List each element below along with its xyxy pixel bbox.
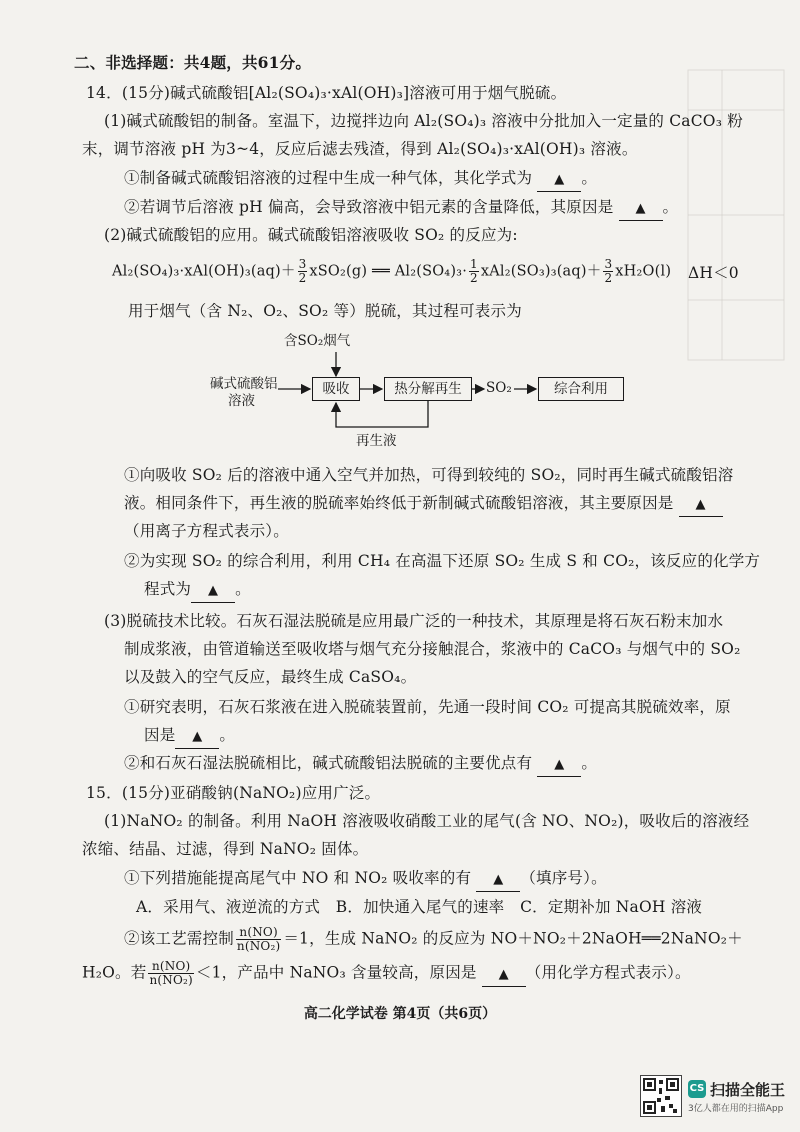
answer-blank[interactable]: ▲ — [537, 752, 581, 777]
answer-blank[interactable]: ▲ — [537, 167, 581, 192]
answer-blank[interactable]: ▲ — [191, 578, 235, 603]
q14-p3-q2: ②和石灰石湿法脱硫相比，碱式硫酸铝法脱硫的主要优点有 ▲ 。 — [124, 752, 597, 777]
q14-p2-q1-line2: 液。相同条件下，再生液的脱硫率始终低于新制碱式硫酸铝溶液，其主要原因是 ▲ — [124, 492, 723, 517]
scanner-tagline: 3亿人都在用的扫描App — [688, 1104, 784, 1114]
flow-left-label-2: 溶液 — [228, 393, 255, 409]
flow-box-absorb: 吸收 — [312, 377, 360, 401]
q14-equation: Al₂(SO₄)₃·xAl(OH)₃(aq)＋ $\frac{3}{2}$ xSO₂(g) ══ Al₂(SO₄)₃· $\frac{1}{2}$ xAl₂(SO₃)₃(aq)＋ $\frac{3}{2}$ xH₂O(l) — [112, 257, 672, 285]
qr-code-icon — [640, 1075, 682, 1117]
q15-options: A．采用气、液逆流的方式 B．加快通入尾气的速率 C．定期补加 NaOH 溶液 — [136, 898, 703, 916]
section-title: 二、非选择题：共4题，共61分。 — [74, 53, 312, 72]
q14-p3-q1-line2: 因是 ▲ 。 — [144, 724, 235, 749]
q14-p2-q1-line3: （用离子方程式表示）。 — [124, 522, 289, 540]
q15-q1: ①下列措施能提高尾气中 NO 和 NO₂ 吸收率的有 ▲ （填序号）。 — [124, 867, 607, 892]
q14-stem: 14．(15分)碱式硫酸铝[Al₂(SO₄)₃·xAl(OH)₃]溶液可用于烟气脱硫。 — [86, 84, 567, 102]
q14-p3-line3: 以及鼓入的空气反应，最终生成 CaSO₄。 — [124, 668, 417, 686]
flow-box-regenerate: 热分解再生 — [384, 377, 472, 401]
flow-left-label-1: 碱式硫酸铝 — [210, 376, 278, 392]
q14-p2-line1: (2)碱式硫酸铝的应用。碱式硫酸铝溶液吸收 SO₂ 的反应为: — [104, 226, 518, 244]
q14-p3-line1: (3)脱硫技术比较。石灰石湿法脱硫是应用最广泛的一种技术，其原理是将石灰石粉末加水 — [104, 612, 724, 630]
camscanner-logo: CS — [688, 1080, 706, 1098]
q15-q2-line2: H₂O。若 $\frac{n(NO)}{\text{n(NO₂)}}$ ＜1，产品中 NaNO₃ 含量较高，原因是 ▲ （用化学方程式表示）。 — [82, 959, 691, 987]
q14-p3-q1-line1: ①研究表明，石灰石浆液在进入脱硫装置前，先通一段时间 CO₂ 可提高其脱硫效率，原 — [124, 698, 731, 716]
q14-p2-line2: 用于烟气（含 N₂、O₂、SO₂ 等）脱硫，其过程可表示为 — [128, 302, 522, 320]
flow-bottom-label: 再生液 — [356, 433, 397, 449]
answer-blank[interactable]: ▲ — [476, 867, 520, 892]
q14-p2-q1-line1: ①向吸收 SO₂ 后的溶液中通入空气并加热，可得到较纯的 SO₂，同时再生碱式硫酸铝溶 — [124, 466, 734, 484]
flow-box-utilize: 综合利用 — [538, 377, 624, 401]
page-footer: 高二化学试卷 第4页（共6页） — [303, 1006, 497, 1022]
q15-stem: 15．(15分)亚硝酸钠(NaNO₂)应用广泛。 — [86, 784, 381, 802]
answer-blank[interactable]: ▲ — [619, 196, 663, 221]
q14-p1-q1: ①制备碱式硫酸铝溶液的过程中生成一种气体，其化学式为 ▲ 。 — [124, 167, 597, 192]
q14-p1-q2: ②若调节后溶液 pH 偏高，会导致溶液中铝元素的含量降低，其原因是 ▲ 。 — [124, 196, 678, 221]
flow-arrows — [0, 0, 800, 460]
q14-p1-line2: 末，调节溶液 pH 为3~4，反应后滤去残渣，得到 Al₂(SO₄)₃·xAl(OH)₃ 溶液。 — [82, 140, 638, 158]
q15-p1-line1: (1)NaNO₂ 的制备。利用 NaOH 溶液吸收硝酸工业的尾气(含 NO、NO₂)，吸收后的溶液经 — [104, 812, 750, 830]
flow-so2-label: SO₂ — [486, 380, 512, 396]
q15-q2-line1: ②该工艺需控制 $\frac{n(NO)}{\text{n(NO₂)}}$ ＝1，生成 NaNO₂ 的反应为 NO＋NO₂＋2NaOH══2NaNO₂＋ — [124, 925, 743, 953]
q14-p2-q2-line1: ②为实现 SO₂ 的综合利用，利用 CH₄ 在高温下还原 SO₂ 生成 S 和 CO₂，该反应的化学方 — [124, 552, 761, 570]
answer-blank[interactable]: ▲ — [482, 962, 526, 987]
q14-p1-line1: (1)碱式硫酸铝的制备。室温下，边搅拌边向 Al₂(SO₄)₃ 溶液中分批加入一定量的 CaCO₃ 粉 — [104, 112, 743, 130]
q15-p1-line2: 浓缩、结晶、过滤，得到 NaNO₂ 固体。 — [82, 840, 369, 858]
q14-p3-line2: 制成浆液，由管道输送至吸收塔与烟气充分接触混合，浆液中的 CaCO₃ 与烟气中的 SO₂ — [124, 640, 741, 658]
flow-top-label: 含SO₂烟气 — [284, 333, 351, 349]
answer-blank[interactable]: ▲ — [679, 492, 723, 517]
q14-p2-q2-line2: 程式为 ▲ 。 — [144, 578, 251, 603]
q14-enthalpy: ΔH＜0 — [688, 264, 739, 282]
answer-blank[interactable]: ▲ — [175, 724, 219, 749]
scanner-app-name: 扫描全能王 — [710, 1081, 786, 1099]
